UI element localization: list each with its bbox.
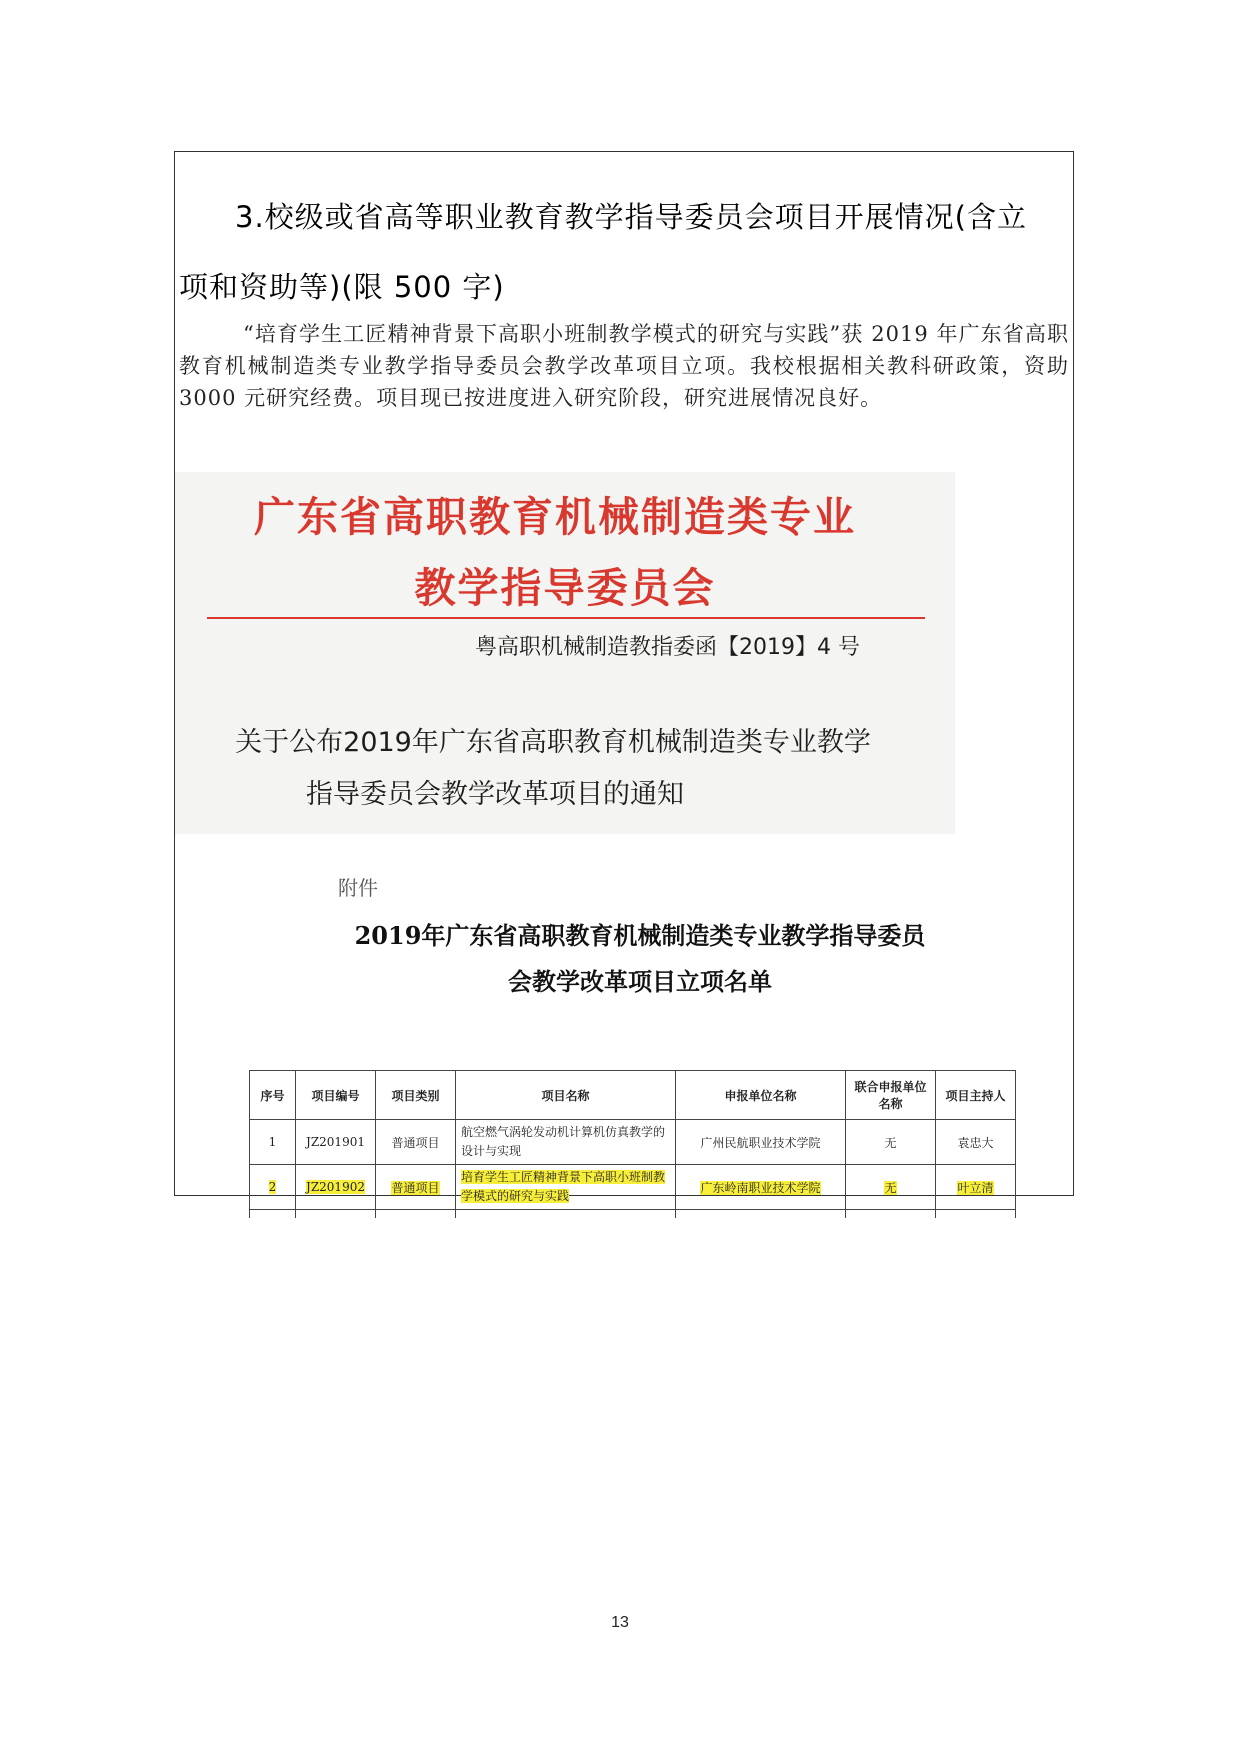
table-cell [296,1165,376,1210]
table-cell [376,1165,456,1210]
highlighted-text: 培育学生工匠精神背景下高职小班制教学模式的研究与实践 [461,1170,666,1203]
table-header-cell: 项目主持人 [936,1071,1016,1120]
table-row [250,1120,1016,1165]
section-heading [175,182,1073,322]
highlighted-text: 2 [268,1180,277,1194]
highlighted-text: 普通项目 [391,1180,440,1195]
table-cell [936,1165,1016,1210]
table-cell: 广州民航职业技术学院 [676,1120,846,1165]
notice-title-line-1: 关于公布2019年广东省高职教育机械制造类专业教学 [235,727,871,758]
heading-line-1: 3.校级或省高等职业教育教学指导委员会项目开展情况(含立 [235,200,1027,234]
page-number: 13 [611,1614,629,1631]
table-cell: 航空燃气涡轮发动机计算机仿真教学的设计与实现 [456,1120,676,1165]
table-header-cell: 申报单位名称 [676,1071,846,1120]
table-cell: JZ201901 [296,1120,376,1165]
document-number: 粤高职机械制造教指委函【2019】4 号 [475,635,860,660]
table-cell [846,1210,936,1219]
content-frame [174,151,1074,1203]
list-title-line-1: 2019年广东省高职教育机械制造类专业教学指导委员 [354,921,926,950]
table-header-row [250,1071,1016,1120]
attachment-label: 附件 [338,876,378,900]
table-cell: 无 [846,1120,936,1165]
table-header-cell: 项目名称 [456,1071,676,1120]
table-header-cell: 联合申报单位名称 [846,1071,936,1120]
heading-line-2: 项和资助等)(限 500 字) [179,270,505,304]
org-name-line-1: 广东省高职教育机械制造类专业 [254,493,856,541]
table-cell: 1 [250,1120,296,1165]
table-header-cell: 项目类别 [376,1071,456,1120]
red-divider [207,617,925,619]
table-cell [250,1165,296,1210]
table-cell [296,1210,376,1219]
notice-title-line-2: 指导委员会教学改革项目的通知 [306,779,684,810]
table-cell [456,1165,676,1210]
table-cell [936,1210,1016,1219]
table-cell [676,1165,846,1210]
list-title-line-2: 会教学改革项目立项名单 [508,967,772,996]
table-header-cell: 项目编号 [296,1071,376,1120]
highlighted-text: 叶立清 [957,1180,994,1195]
table-cell [846,1165,936,1210]
highlighted-text: JZ201902 [306,1180,365,1194]
table-row-cropped [250,1210,1016,1219]
table-header-cell: 序号 [250,1071,296,1120]
highlighted-text: 无 [884,1180,897,1195]
highlighted-text: 广东岭南职业技术学院 [700,1180,821,1195]
section-paragraph: “培育学生工匠精神背景下高职小班制教学模式的研究与实践”获 2019 年广东省高职教育机械制造类专业教学指导委员会教学改革项目立项。我校根据相关教科研政策，资助 3000 元研究经费。项目现已按进度进入研究阶段，研究进展情况良好。 [179,322,1069,410]
table-cell [376,1210,456,1219]
table-row-highlighted [250,1165,1016,1210]
table-cell [250,1210,296,1219]
scanned-letterhead [175,472,955,834]
table-cell: 普通项目 [376,1120,456,1165]
scanned-document-image [175,472,1073,1203]
project-list-table [249,1070,1016,1218]
table-cell [676,1210,846,1219]
org-name-line-2: 教学指导委员会 [414,564,716,612]
table-cell [456,1210,676,1219]
table-cell: 袁忠大 [936,1120,1016,1165]
